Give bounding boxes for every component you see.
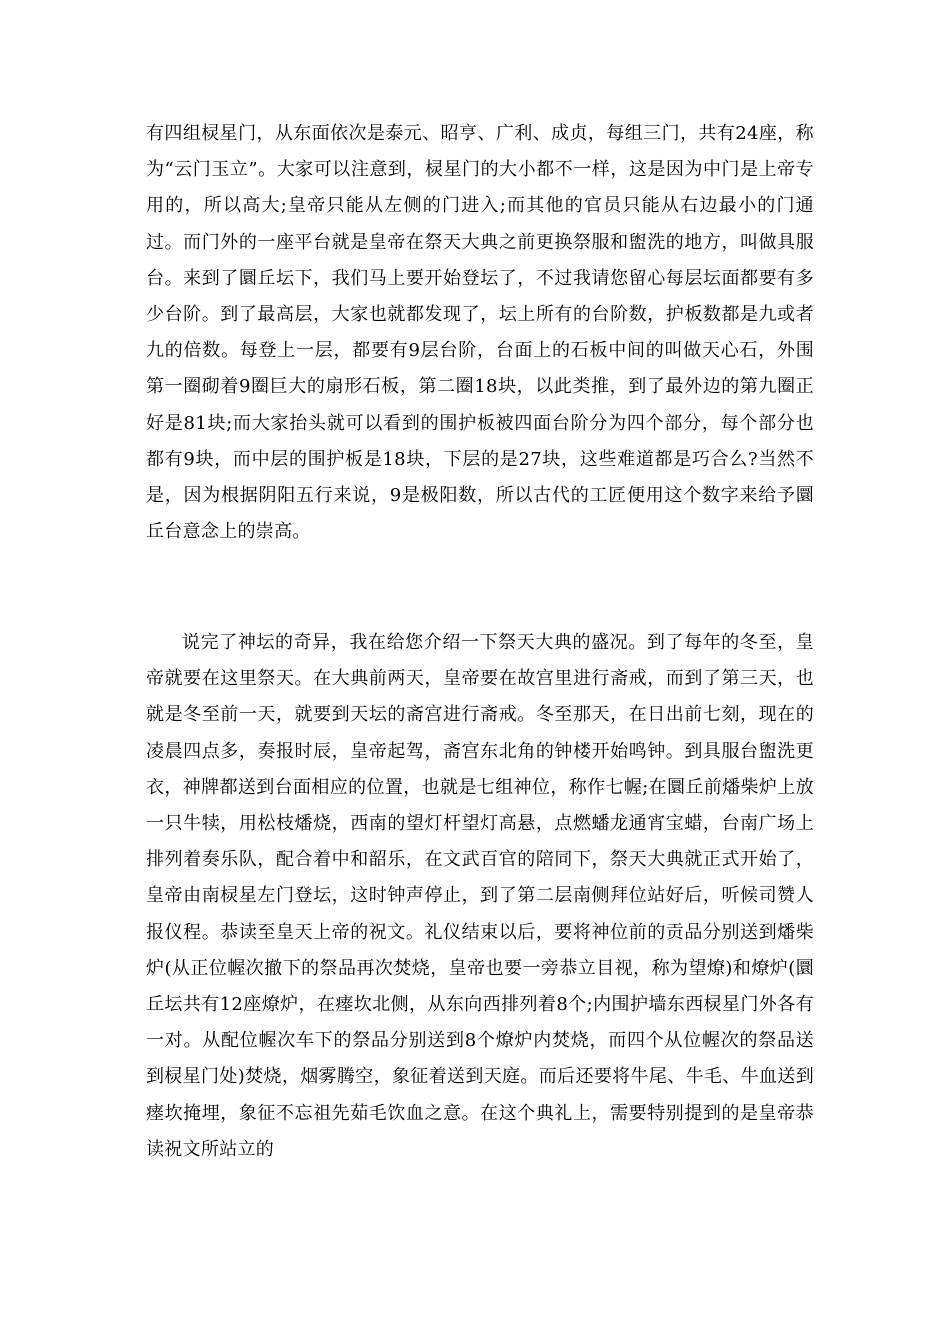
paragraph-heaven-worship-ceremony: 说完了神坛的奇异，我在给您介绍一下祭天大典的盛况。到了每年的冬至，皇帝就要在这里祭天。在大典前两天，皇帝要在故宫里进行斋戒，而到了第三天，也就是冬至前一天，就要到天坛的斋宫进行斋戒。冬至那天，在日出前七刻，现在的凌晨四点多，奏报时辰，皇帝起驾，斋宫东北角的钟楼开始鸣钟。到具服台盥洗更衣，神牌都送到台面相应的位置，也就是七组神位，称作七幄;在圜丘前燔柴炉上放一只牛犊，用松枝燔烧，西南的望灯杆望灯高悬，点燃蟠龙通宵宝蜡，台南广场上排列着奏乐队，配合着中和韶乐，在文武百官的陪同下，祭天大典就正式开始了，皇帝由南棂星左门登坛，这时钟声停止，到了第二层南侧拜位站好后，听候司赞人报仪程。恭读至皇天上帝的祝文。礼仪结束以后，要将神位前的贡品分别送到燔柴炉(从正位幄次撤下的祭品再次焚烧，皇帝也要一旁恭立目视，称为望燎)和燎炉(圜丘坛共有12座燎炉，在瘗坎北侧，从东向西排列着8个;内围护墙东西棂星门外各有一对。从配位幄次车下的祭品分别送到8个燎炉内焚烧，而四个从位幄次的祭品送到棂星门处)焚烧，烟雾腾空，象征着送到天庭。而后还要将牛尾、牛毛、牛血送到瘗坎掩埋，象征不忘祖先茹毛饮血之意。在这个典礼上，需要特别提到的是皇帝恭读祝文所站立的 <box>146 632 814 1160</box>
paragraph-gates-and-altar: 有四组棂星门，从东面依次是泰元、昭亨、广利、成贞，每组三门，共有24座，称为“云门玉立”。大家可以注意到，棂星门的大小都不一样，这是因为中门是上帝专用的，所以高大;皇帝只能从左侧的门进入;而其他的官员只能从右边最小的门通过。而门外的一座平台就是皇帝在祭天大典之前更换祭服和盥洗的地方，叫做具服台。来到了圜丘坛下，我们马上要开始登坛了，不过我请您留心每层坛面都要有多少台阶。到了最高层，大家也就都发现了，坛上所有的台阶数，护板数都是九或者九的倍数。每登上一层，都要有9层台阶，台面上的石板中间的叫做天心石，外围第一圈砌着9圈巨大的扇形石板，第二圈18块，以此类推，到了最外边的第九圈正好是81块;而大家抬头就可以看到的围护板被四面台阶分为四个部分，每个部分也都有9块，而中层的围护板是18块，下层的是27块，这些难道都是巧合么?当然不是，因为根据阴阳五行来说，9是极阳数，所以古代的工匠便用这个数字来给予圜丘台意念上的崇高。 <box>146 123 814 543</box>
